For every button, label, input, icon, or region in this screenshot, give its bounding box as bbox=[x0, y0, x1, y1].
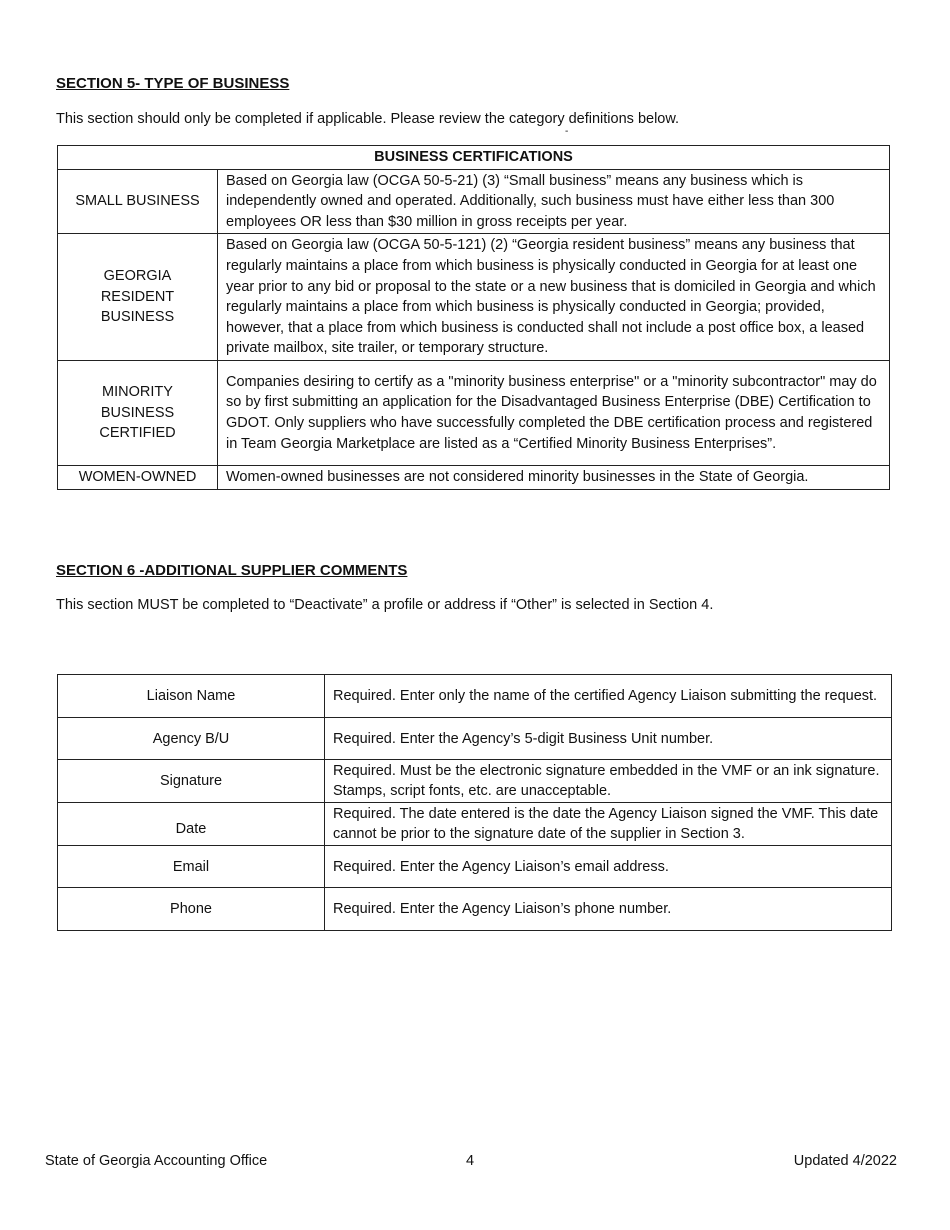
table-row bbox=[58, 465, 890, 489]
row-description: Required. Enter only the name of the certified Agency Liaison submitting the request. bbox=[325, 675, 892, 718]
row-description: Based on Georgia law (OCGA 50-5-121) (2) “Georgia resident business” means any business that regularly maintains a place from which business is physically conducted in Georgia for at least one year prior to any bid or proposal to the state or a new business that is domiciled in Georgia and which regularly maintains a place from which business is physically conducted in Georgia; provided, however, that a place from which business is conducted shall not include a post office box, a leased private mailbox, site trailer, or temporary structure. bbox=[218, 234, 890, 361]
table-header-row bbox=[58, 146, 890, 170]
row-description: Women-owned businesses are not considered minority businesses in the State of Georgia. bbox=[218, 465, 890, 489]
section6-intro: This section MUST be completed to “Deactivate” a profile or address if “Other” is selected in Section 4. bbox=[56, 597, 714, 613]
row-label: Phone bbox=[58, 888, 325, 931]
table-row bbox=[58, 360, 890, 465]
table-row bbox=[58, 888, 892, 931]
stray-mark: - bbox=[565, 126, 569, 137]
row-label: Date bbox=[58, 803, 325, 846]
row-description: Required. Enter the Agency Liaison’s email address. bbox=[325, 846, 892, 888]
table-title: BUSINESS CERTIFICATIONS bbox=[58, 146, 890, 170]
footer-page-number: 4 bbox=[466, 1153, 475, 1169]
table-row bbox=[58, 169, 890, 234]
row-description: Required. The date entered is the date the Agency Liaison signed the VMF. This date cannot be prior to the signature date of the supplier in Section 3. bbox=[325, 803, 892, 846]
row-label: GEORGIA RESIDENT BUSINESS bbox=[58, 234, 218, 361]
row-label: Liaison Name bbox=[58, 675, 325, 718]
row-description: Required. Enter the Agency Liaison’s phone number. bbox=[325, 888, 892, 931]
row-label: Signature bbox=[58, 760, 325, 803]
table-row bbox=[58, 234, 890, 361]
section5-heading: SECTION 5- TYPE OF BUSINESS bbox=[56, 75, 290, 92]
row-label: WOMEN-OWNED bbox=[58, 465, 218, 489]
row-label: Email bbox=[58, 846, 325, 888]
table-row bbox=[58, 846, 892, 888]
footer-updated-date: Updated 4/2022 bbox=[793, 1153, 897, 1169]
table-row bbox=[58, 718, 892, 760]
section5-intro: This section should only be completed if applicable. Please review the category definitions below. bbox=[56, 111, 680, 127]
row-description: Companies desiring to certify as a "minority business enterprise" or a "minority subcontractor" may do so by first submitting an application for the Disadvantaged Business Enterprise (DBE) Certification to GDOT. Only suppliers who have successfully completed the DBE certification process and registered in Team Georgia Marketplace are listed as a “Certified Minority Business Enterprises”. bbox=[218, 360, 890, 465]
section6-heading: SECTION 6 -ADDITIONAL SUPPLIER COMMENTS bbox=[56, 562, 408, 579]
footer-organization: State of Georgia Accounting Office bbox=[45, 1153, 268, 1169]
table-row bbox=[58, 803, 892, 846]
row-label: MINORITY BUSINESS CERTIFIED bbox=[58, 360, 218, 465]
row-label: Agency B/U bbox=[58, 718, 325, 760]
liaison-table bbox=[57, 674, 892, 931]
row-description: Based on Georgia law (OCGA 50-5-21) (3) “Small business” means any business which is independently owned and operated. Additionally, such business must have either less than 300 employees OR less than $30 million in gross receipts per year. bbox=[218, 169, 890, 234]
table-row bbox=[58, 760, 892, 803]
table-row bbox=[58, 675, 892, 718]
row-description: Required. Enter the Agency’s 5-digit Business Unit number. bbox=[325, 718, 892, 760]
row-description: Required. Must be the electronic signature embedded in the VMF or an ink signature. Stamps, script fonts, etc. are unacceptable. bbox=[325, 760, 892, 803]
business-certifications-table bbox=[57, 145, 890, 490]
row-label: SMALL BUSINESS bbox=[58, 169, 218, 234]
